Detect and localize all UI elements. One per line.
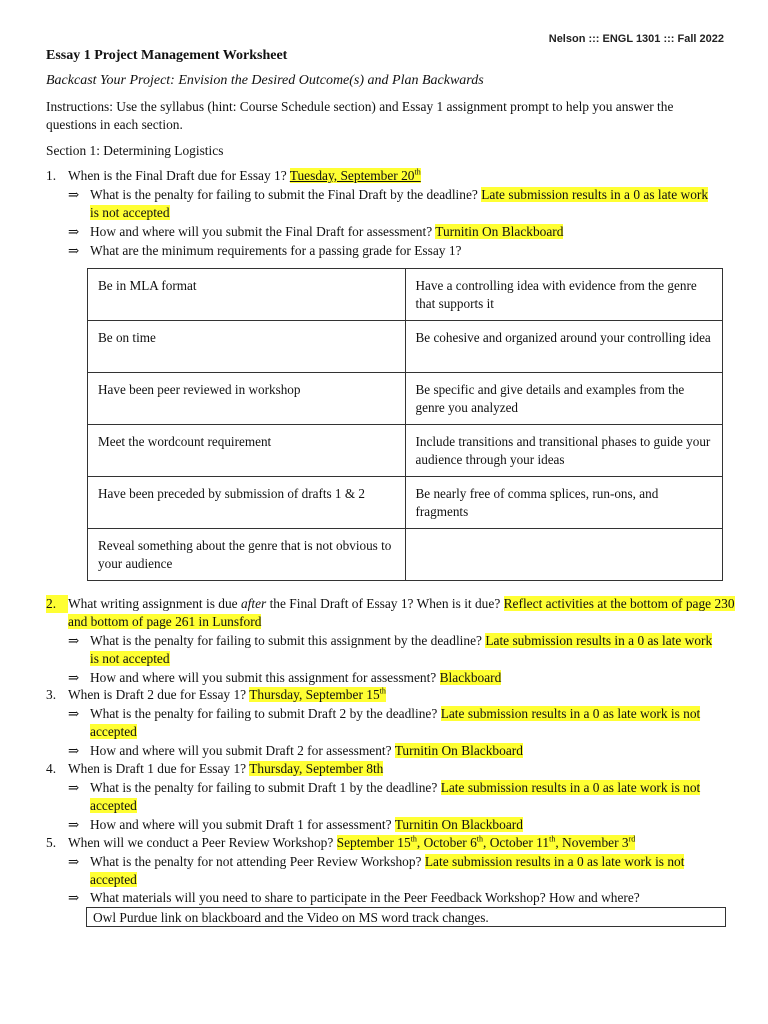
table-row [88,269,723,321]
implies-arrow-icon: ⇒ [68,187,80,202]
table-row [88,477,723,529]
implies-arrow-icon: ⇒ [68,243,80,258]
table-row [88,373,723,425]
answer-highlight: Thursday, September 8th [249,761,384,776]
table-row [88,529,723,581]
instructions-text: Instructions: Use the syllabus (hint: Course Schedule section) and Essay 1 assignment prompt to help you answer the questions in each section. [46,99,674,132]
section-heading: Section 1: Determining Logistics [46,143,224,158]
answer-highlight: Turnitin On Blackboard [394,817,523,832]
page-subtitle: Backcast Your Project: Envision the Desired Outcome(s) and Plan Backwards [46,73,484,88]
table-cell [405,529,723,581]
question-2: 2. What writing assignment is due after the Final Draft of Essay 1? When is it due? Reflect activities at the bottom of page 230 and bottom of page 261 in Lunsford [46,596,735,629]
implies-arrow-icon: ⇒ [68,780,80,795]
question-text: When is the Final Draft due for Essay 1? [68,168,287,183]
answer-highlight: Late submission results in a 0 as late work is not accepted [90,633,713,666]
course-header: Nelson ::: ENGL 1301 ::: Fall 2022 [548,33,724,45]
implies-arrow-icon: ⇒ [68,670,80,685]
table-cell: Include transitions and transitional phases to guide your audience through your ideas [405,425,723,477]
requirements-table [87,268,723,581]
answer-highlight: September 15th, October 6th, October 11th, November 3rd [336,834,636,850]
table-cell: Reveal something about the genre that is not obvious to your audience [88,529,406,581]
table-cell: Have a controlling idea with evidence from the genre that supports it [405,269,723,321]
answer-highlight: Tuesday, September 20th [289,167,421,183]
question-number: 2. [46,595,68,613]
table-cell: Have been peer reviewed in workshop [88,373,406,425]
page-title: Essay 1 Project Management Worksheet [46,48,288,63]
table-cell: Be nearly free of comma splices, run-ons, and fragments [405,477,723,529]
question-number: 1. [46,168,57,183]
implies-arrow-icon: ⇒ [68,743,80,758]
implies-arrow-icon: ⇒ [68,890,80,905]
question-4: 4. When is Draft 1 due for Essay 1? Thursday, September 8th [46,761,384,776]
answer-highlight: Late submission results in a 0 as late work is not accepted [90,854,685,887]
question-5: 5. When will we conduct a Peer Review Workshop? September 15th, October 6th, October 11th, November 3rd [46,834,636,850]
materials-answer-box: Owl Purdue link on blackboard and the Video on MS word track changes. [86,907,726,927]
implies-arrow-icon: ⇒ [68,854,80,869]
implies-arrow-icon: ⇒ [68,224,80,239]
answer-highlight: Turnitin On Blackboard [435,224,564,239]
answer-highlight: Late submission results in a 0 as late work is not accepted [90,187,709,220]
table-cell: Be on time [88,321,406,373]
question-number: 4. [46,761,57,776]
table-cell: Have been preceded by submission of drafts 1 & 2 [88,477,406,529]
answer-highlight: Late submission results in a 0 as late work is not accepted [90,780,701,813]
question-number: 3. [46,687,57,702]
question-number: 5. [46,835,57,850]
answer-highlight: Thursday, September 15th [249,686,386,702]
answer-highlight: Reflect activities at the bottom of page 230 and bottom of page 261 in Lunsford [68,596,735,629]
table-cell: Be in MLA format [88,269,406,321]
answer-highlight: Late submission results in a 0 as late work is not accepted [90,706,701,739]
implies-arrow-icon: ⇒ [68,633,80,648]
implies-arrow-icon: ⇒ [68,817,80,832]
answer-highlight: Turnitin On Blackboard [394,743,523,758]
implies-arrow-icon: ⇒ [68,706,80,721]
answer-highlight: Blackboard [439,670,502,685]
table-cell: Meet the wordcount requirement [88,425,406,477]
question-1 [46,167,736,185]
table-row [88,425,723,477]
table-row [88,321,723,373]
table-cell: Be cohesive and organized around your controlling idea [405,321,723,373]
table-cell: Be specific and give details and examples from the genre you analyzed [405,373,723,425]
question-3: 3. When is Draft 2 due for Essay 1? Thursday, September 15th [46,686,386,702]
worksheet-page: Nelson ::: ENGL 1301 ::: Fall 2022 Essay 1 Project Management Worksheet Backcast Your Project: Envision the Desired Outcome(s) and Plan Backwards Instructions: Use the syllabus (hint: Course Schedule section) and Essay 1 assignment prompt to help you answer the questions in each section. Section 1: Determining Logistics 1. When is the Final Draft due for Essay 1? Tuesday, September 20th ⇒ What is the penalty for failing to submit the Final Draft by the deadline? Late submission results in a 0 as late work is not accepted ⇒ How and where will you submit the Final Draft for assessment? Turnitin On Blackboard ⇒ What are the minimum requirements for a passing grade for Essay 1? Be in MLA format Have a controlling idea with evidence from the genre that supports it Be on time Be cohesive and organized around your controlling idea Have been peer reviewed in workshop Be specific and give details and examples from the genre you analyzed Meet the wordcount requirement Include transitions and transitional phases to guide your audience through your ideas Have been preceded by submission of drafts 1 & 2 Be nearly free of comma splices, run-ons, and fragments Reveal something about the genre that is not obvious to your audience 2. What writing assignment is due after the Final Draft of Essay 1? When is it due? Reflect activities at the bottom of page 230 and bottom of page 261 in Lunsford ⇒ What is the penalty for failing to submit this assignment by the deadline? Late submission results in a 0 as late work is not accepted ⇒ How and where will you submit this assignment for assessment? Blackboard 3. When is Draft 2 due for Essay 1? Thursday, September 15th ⇒ What is the penalty for failing to submit Draft 2 by the deadline? Late submission results in a 0 as late work is not accepted ⇒ How and where will you submit Draft 2 for assessment? Turnitin On Blackboard 4. When is Draft 1 due for Essay 1? Thursday, September 8th ⇒ What is the penalty for failing to submit Draft 1 by the deadline? Late submission results in a 0 as late work is not accepted ⇒ How and where will you submit Draft 1 for assessment? Turnitin On Blackboard 5. When will we conduct a Peer Review Workshop? September 15th, October 6th, October 11th, November 3rd ⇒ What is the penalty for not attending Peer Review Workshop? Late submission results in a 0 as late work is not accepted ⇒ What materials will you need to share to participate in the Peer Feedback Workshop? How and where? Owl Purdue link on blackboard and the Video on MS word track changes. [0,0,768,1024]
